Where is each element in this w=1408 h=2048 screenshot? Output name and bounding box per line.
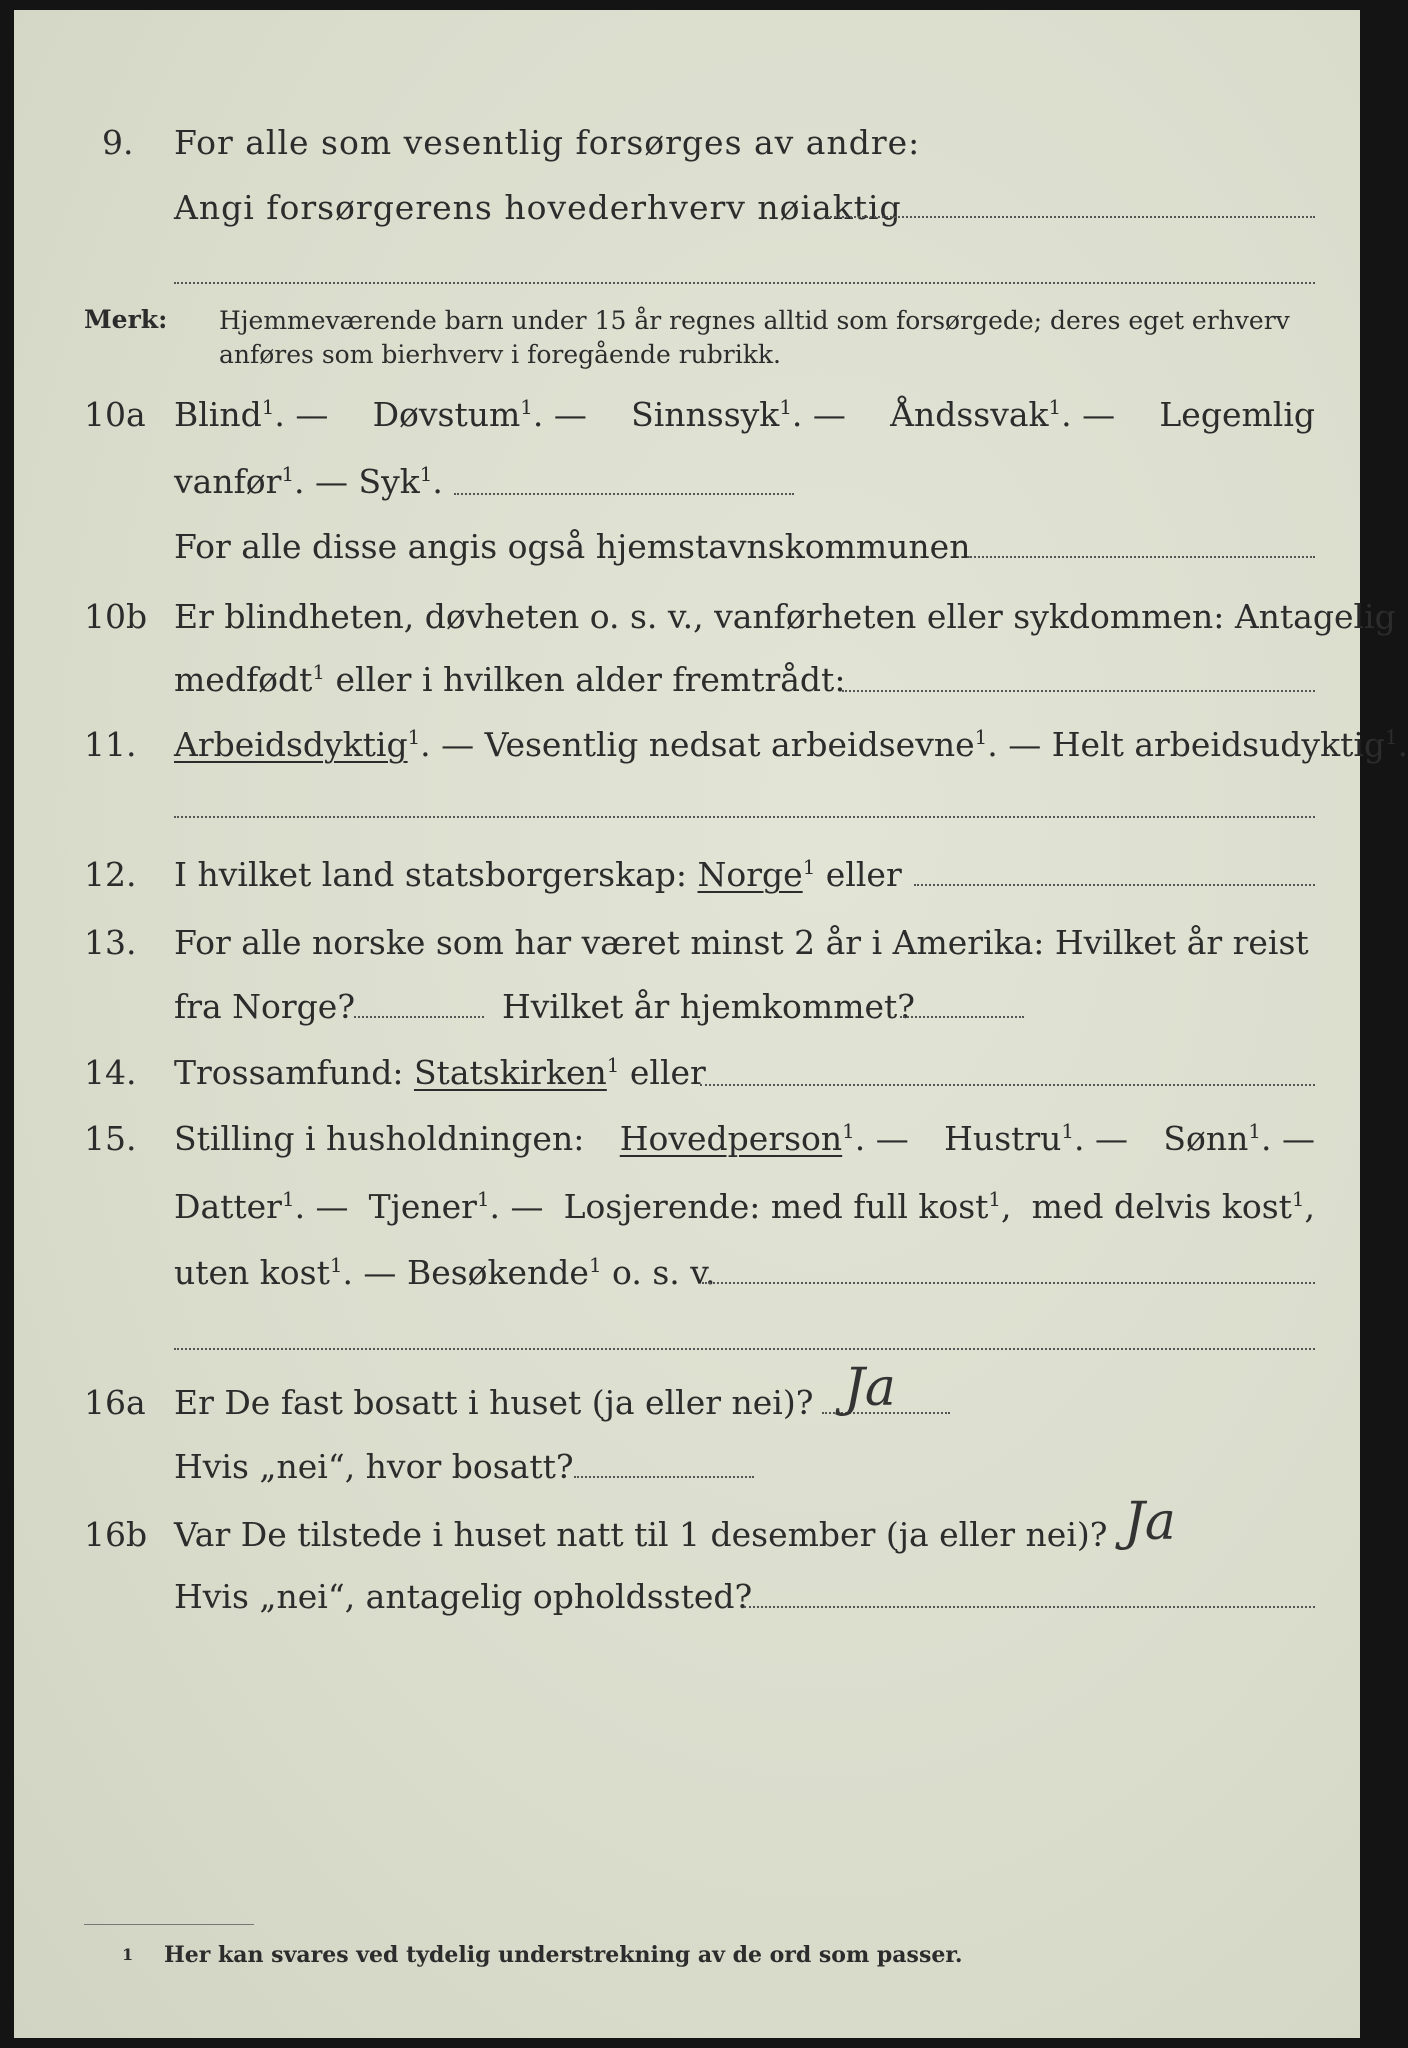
merk-line2: anføres som bierhverv i foregående rubrikk. [219, 340, 781, 369]
q14-answer-line[interactable] [700, 1084, 1315, 1086]
q14-line: Trossamfund: Statskirken$^1$ eller [174, 1053, 706, 1092]
q11-line: Arbeidsdyktig$^1$. — Vesentlig nedsat arbeidsevne$^1$. — Helt arbeidsudyktig$^1$. [174, 725, 1408, 764]
q15-opt-besokende[interactable]: Besøkende [406, 1253, 589, 1292]
q9-answer-line-2[interactable] [174, 282, 1315, 284]
q9-number: 9. [102, 123, 134, 162]
q9-line2: Angi forsørgerens hovederhverv nøiaktig [174, 188, 902, 227]
q10b-answer-line[interactable] [842, 690, 1315, 692]
q11-opt-nedsat[interactable]: Vesentlig nedsat arbeidsevne [484, 725, 975, 764]
q11-answer-line[interactable] [174, 816, 1315, 818]
q11-opt-udyktig[interactable]: Helt arbeidsudyktig [1051, 725, 1386, 764]
q16a-number: 16a [84, 1383, 146, 1422]
q15-opt-datter[interactable]: Datter [174, 1187, 282, 1226]
q16a-line2: Hvis „nei“, hvor bosatt? [174, 1447, 574, 1486]
q10a-syk-line[interactable] [454, 493, 794, 495]
q15-number: 15. [84, 1119, 137, 1158]
q15-answer-line-2[interactable] [174, 1348, 1315, 1350]
q15-opt-delvis-kost[interactable]: med delvis kost [1031, 1187, 1292, 1226]
q9-line1: For alle som vesentlig forsørges av andre: [174, 123, 921, 162]
q13-reist-line[interactable] [354, 1016, 484, 1018]
merk-label: Merk: [84, 305, 168, 334]
q10b-line2: medfødt$^1$ eller i hvilken alder fremtrådt: [174, 660, 846, 699]
q10a-line1 [174, 395, 1315, 434]
q12-opt-norge[interactable]: Norge [697, 855, 803, 894]
q10a-opt-legemlig: Legemlig [1159, 395, 1315, 434]
q14-opt-statskirken[interactable]: Statskirken [413, 1053, 607, 1092]
q10a-opt-andssvak: Åndssvak$^1$. — [890, 395, 1116, 434]
q15-opt-hustru[interactable]: Hustru [944, 1119, 1062, 1158]
q15-opt-hovedperson[interactable]: Hovedperson [619, 1119, 843, 1158]
q11-opt-arbeidsdyktig[interactable]: Arbeidsdyktig [174, 725, 408, 764]
q10a-line2: vanfør$^1$. — Syk$^1$. [174, 462, 443, 501]
q16b-opholdssted-line[interactable] [744, 1606, 1315, 1608]
q12-answer-line[interactable] [914, 884, 1315, 886]
q15-line3: uten kost$^1$. — Besøkende$^1$ o. s. v. [174, 1253, 716, 1292]
q16a-bosatt-line[interactable] [574, 1476, 754, 1478]
q13-hjemkommet-line[interactable] [900, 1016, 1024, 1018]
q15-answer-line[interactable] [702, 1282, 1315, 1284]
footnote-rule [84, 1924, 254, 1925]
q14-number: 14. [84, 1053, 137, 1092]
q9-answer-line[interactable] [827, 216, 1315, 218]
footnote-text: Her kan svares ved tydelig understrekning av de ord som passer. [164, 1942, 963, 1968]
q16b-line1: Var De tilstede i huset natt til 1 desember (ja eller nei)? [174, 1515, 1108, 1554]
q16a-handwritten-answer: Ja [844, 1358, 896, 1418]
q11-number: 11. [84, 725, 137, 764]
q13-number: 13. [84, 923, 137, 962]
q15-opt-uten-kost[interactable]: uten kost [174, 1253, 330, 1292]
q16b-number: 16b [84, 1515, 148, 1554]
q15-line2: Datter$^1$. — Tjener$^1$. — Losjerende: med full kost$^1$, med delvis kost$^1$, [174, 1187, 1315, 1226]
q10b-number: 10b [84, 597, 148, 636]
census-form-page [14, 10, 1408, 2038]
q13-line2b: Hvilket år hjemkommet? [502, 987, 915, 1026]
q12-number: 12. [84, 855, 137, 894]
q12-line: I hvilket land statsborgerskap: Norge$^1$ eller [174, 855, 902, 894]
q15-opt-sonn[interactable]: Sønn [1163, 1119, 1249, 1158]
q10b-line1: Er blindheten, døvheten o. s. v., vanførheten eller sykdommen: Antagelig [174, 597, 1396, 636]
q15-opt-full-kost[interactable]: Losjerende: med full kost [563, 1187, 989, 1226]
footnote-mark: 1 [122, 1945, 134, 1964]
q10a-opt-dovstum: Døvstum$^1$. — [372, 395, 587, 434]
q16b-handwritten-answer: Ja [1124, 1492, 1176, 1552]
q15-line1: Stilling i husholdningen: Hovedperson$^1$. — Hustru$^1$. — Sønn$^1$. — [174, 1119, 1315, 1158]
q13-line2a: fra Norge? [174, 987, 356, 1026]
q10a-line3: For alle disse angis også hjemstavnskommunen [174, 527, 971, 566]
q15-opt-tjener[interactable]: Tjener [368, 1187, 477, 1226]
q10a-number: 10a [84, 395, 146, 434]
q16b-line2: Hvis „nei“, antagelig opholdssted? [174, 1577, 753, 1616]
q10a-hjemstavn-line[interactable] [967, 556, 1315, 558]
q10a-opt-blind: Blind$^1$. — [174, 395, 329, 434]
q16a-line1: Er De fast bosatt i huset (ja eller nei)? [174, 1383, 814, 1422]
merk-line1: Hjemmeværende barn under 15 år regnes alltid som forsørgede; deres eget erhverv [219, 306, 1290, 335]
q10a-opt-sinnssyk: Sinnssyk$^1$. — [631, 395, 846, 434]
q13-line1: For alle norske som har været minst 2 år i Amerika: Hvilket år reist [174, 923, 1309, 962]
